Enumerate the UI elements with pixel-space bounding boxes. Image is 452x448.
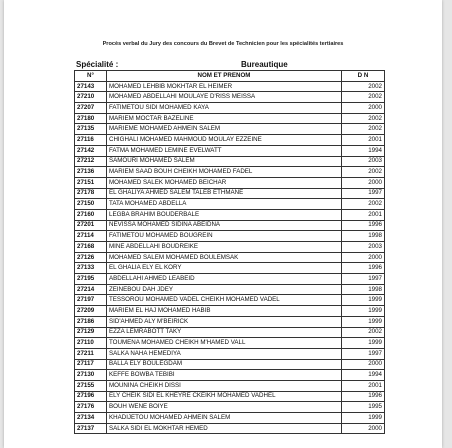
candidate-number: 27130 [75, 370, 107, 381]
candidate-name: MARIEM SAAD BOUH CHEIKH MOHAMED FADEL [107, 167, 342, 178]
birth-year: 2000 [342, 359, 385, 370]
table-row [75, 338, 385, 349]
header-number: N° [75, 71, 107, 82]
candidate-name: MOHAMED LEHBIB MOKHTAR EL HEIMER [107, 81, 342, 92]
candidate-name: CHIGHALI MOHAMED MAHMOUD MOULAY EZZEINE [107, 135, 342, 146]
table-row [75, 124, 385, 135]
candidate-name: SAMOURI MOHAMED SALEM [107, 156, 342, 167]
birth-year: 2001 [342, 209, 385, 220]
candidate-number: 27201 [75, 220, 107, 231]
birth-year: 1996 [342, 263, 385, 274]
table-row [75, 306, 385, 317]
birth-year: 1994 [342, 145, 385, 156]
candidate-number: 27207 [75, 103, 107, 114]
header-dn: D N [342, 71, 385, 82]
candidate-number: 27114 [75, 231, 107, 242]
table-header-row [75, 71, 385, 82]
candidate-number: 27129 [75, 327, 107, 338]
table-row [75, 242, 385, 253]
candidate-number: 27110 [75, 338, 107, 349]
table-row [75, 423, 385, 434]
table-row [75, 359, 385, 370]
candidate-number: 27160 [75, 209, 107, 220]
candidate-number: 27133 [75, 263, 107, 274]
candidate-name: KEFFE BOWBA TEBIBI [107, 370, 342, 381]
table-row [75, 370, 385, 381]
candidate-number: 27150 [75, 199, 107, 210]
table-row [75, 209, 385, 220]
table-row [75, 156, 385, 167]
birth-year: 1997 [342, 274, 385, 285]
candidate-number: 27214 [75, 284, 107, 295]
birth-year: 1997 [342, 348, 385, 359]
candidate-name: MARIEME MOHAMED AHMEIN SALEM [107, 124, 342, 135]
birth-year: 2002 [342, 327, 385, 338]
candidate-name: MOHAMED SALEK MOHAMED BEICHAR [107, 177, 342, 188]
birth-year: 1998 [342, 284, 385, 295]
candidate-name: SID'AHMED ALY M'BEIRICK [107, 316, 342, 327]
candidate-name: ELY CHEIK SIDI EL KHEYRE CKEIKH MOHAMED VADHEL [107, 391, 342, 402]
birth-year: 1996 [342, 220, 385, 231]
birth-year: 2002 [342, 167, 385, 178]
birth-year: 1998 [342, 231, 385, 242]
candidate-number: 27186 [75, 316, 107, 327]
candidate-number: 27135 [75, 124, 107, 135]
candidate-number: 27126 [75, 252, 107, 263]
candidate-number: 27116 [75, 135, 107, 146]
birth-year: 1997 [342, 188, 385, 199]
table-row [75, 220, 385, 231]
table-row [75, 391, 385, 402]
candidate-number: 27143 [75, 81, 107, 92]
specialite-label: Spécialité : [76, 60, 119, 69]
candidate-number: 27178 [75, 188, 107, 199]
table-row [75, 316, 385, 327]
candidate-name: MOHAMED ABDELLAHI MOULAYE D'RISS MEISSA [107, 92, 342, 103]
candidate-number: 27168 [75, 242, 107, 253]
candidate-name: FATIMETOU SIDI MOHAMED KAYA [107, 103, 342, 114]
table-row [75, 135, 385, 146]
table-row [75, 231, 385, 242]
birth-year: 2003 [342, 242, 385, 253]
candidate-number: 27137 [75, 423, 107, 434]
table-row [75, 113, 385, 124]
birth-year: 1999 [342, 295, 385, 306]
table-row [75, 380, 385, 391]
birth-year: 2002 [342, 81, 385, 92]
candidate-name: MARIEM MOCTAR BAZELINE [107, 113, 342, 124]
candidate-name: SALKA SIDI EL MOKHTAR HEMED [107, 423, 342, 434]
table-row [75, 92, 385, 103]
birth-year: 1996 [342, 391, 385, 402]
table-row [75, 145, 385, 156]
table-row [75, 274, 385, 285]
candidate-name: TESSOROU MOHAMED VADEL CHEIKH MOHAMED VADEL [107, 295, 342, 306]
birth-year: 1995 [342, 402, 385, 413]
candidates-table [74, 70, 385, 434]
candidate-number: 27211 [75, 348, 107, 359]
candidate-number: 27117 [75, 359, 107, 370]
candidate-number: 27212 [75, 156, 107, 167]
table-row [75, 252, 385, 263]
candidate-number: 27210 [75, 92, 107, 103]
birth-year: 1999 [342, 306, 385, 317]
table-row [75, 167, 385, 178]
candidate-number: 27180 [75, 113, 107, 124]
table-row [75, 348, 385, 359]
candidate-name: TOUMENA MOHAMED CHEIKH M'HAMED VALL [107, 338, 342, 349]
table-row [75, 188, 385, 199]
candidate-name: MARIEM EL HAJ MOHAMED HABIB [107, 306, 342, 317]
candidate-name: MOHAMED SALEM MOHAMED BOULEMSAK [107, 252, 342, 263]
table-row [75, 263, 385, 274]
candidate-name: EL GHALIYA AHMED SALEM TALEB ETHMANE [107, 188, 342, 199]
candidate-number: 27209 [75, 306, 107, 317]
birth-year: 2001 [342, 380, 385, 391]
header-name: NOM ET PRENOM [107, 71, 342, 82]
birth-year: 1999 [342, 316, 385, 327]
candidate-number: 27151 [75, 177, 107, 188]
candidate-name: BALLA ELY BOULEGDAM [107, 359, 342, 370]
candidate-name: MOUNINA CHEIKH DISSI [107, 380, 342, 391]
birth-year: 2001 [342, 135, 385, 146]
candidate-number: 27176 [75, 402, 107, 413]
candidate-number: 27197 [75, 295, 107, 306]
birth-year: 2000 [342, 103, 385, 114]
document-page [4, 0, 442, 448]
birth-year: 1999 [342, 338, 385, 349]
birth-year: 2003 [342, 156, 385, 167]
candidate-name: MINE ABDELLAHI BOUDREIKE [107, 242, 342, 253]
candidate-name: FATMA MOHAMED LEMINE EVELWATT [107, 145, 342, 156]
specialite-value: Bureautique [241, 60, 288, 69]
table-row [75, 284, 385, 295]
table-row [75, 81, 385, 92]
candidate-name: ABDELLAHI AHMED LEABEID [107, 274, 342, 285]
birth-year: 2002 [342, 92, 385, 103]
candidate-name: BOUH WENE BOIYE [107, 402, 342, 413]
candidate-name: NEVISSA MOHAMED SIDINA ABEIDNA [107, 220, 342, 231]
birth-year: 2002 [342, 124, 385, 135]
table-row [75, 199, 385, 210]
candidate-number: 27142 [75, 145, 107, 156]
table-row [75, 413, 385, 424]
birth-year: 2000 [342, 252, 385, 263]
candidate-number: 27136 [75, 167, 107, 178]
table-row [75, 295, 385, 306]
table-row [75, 402, 385, 413]
candidate-name: TATA MOHAMED ABDELLA [107, 199, 342, 210]
birth-year: 1994 [342, 370, 385, 381]
candidate-name: EL GHALIA ELY EL KORY [107, 263, 342, 274]
table-row [75, 177, 385, 188]
candidate-name: KHADIJETOU MOHAMED AHMEIN SALEM [107, 413, 342, 424]
birth-year: 2000 [342, 423, 385, 434]
birth-year: 1999 [342, 413, 385, 424]
document-title: Procès verbal du Jury des concours du Brevet de Technicien pour les spécialités tertiaires [102, 41, 344, 47]
candidate-number: 27195 [75, 274, 107, 285]
candidate-name: SALKA NAHA HEMEDIYA [107, 348, 342, 359]
candidate-number: 27134 [75, 413, 107, 424]
table-row [75, 327, 385, 338]
candidate-name: EZZA LEMRABOTT TAKY [107, 327, 342, 338]
birth-year: 2000 [342, 177, 385, 188]
table-row [75, 103, 385, 114]
candidate-name: FATIMETOU MOHAMED BOUGREIN [107, 231, 342, 242]
candidate-name: LEGBA BRAHIM BOUDERBALE [107, 209, 342, 220]
candidate-number: 27155 [75, 380, 107, 391]
candidate-number: 27196 [75, 391, 107, 402]
birth-year: 2002 [342, 199, 385, 210]
birth-year: 2002 [342, 113, 385, 124]
candidate-name: ZEINEBOU DAH JDEY [107, 284, 342, 295]
